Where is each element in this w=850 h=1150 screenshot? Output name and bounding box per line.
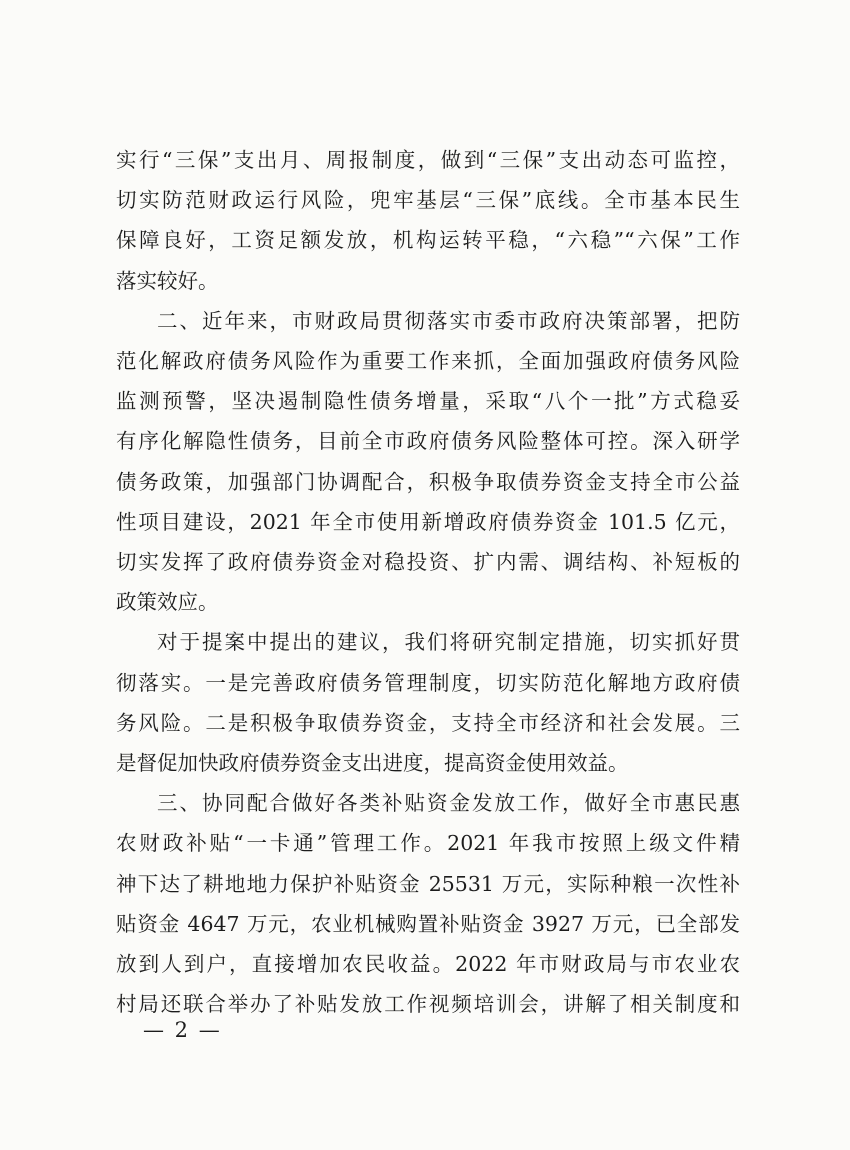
- text-line: 实行“三保”支出月、周报制度，做到“三保”支出动态可监控，: [116, 148, 740, 172]
- document-body: [116, 140, 740, 1024]
- text-line: 切实防范财政运行风险，兜牢基层“三保”底线。全市基本民生: [116, 188, 740, 213]
- text-line: 切实发挥了政府债券资金对稳投资、扩内需、调结构、补短板的: [116, 550, 740, 575]
- text-line: 债务政策，加强部门协调配合，积极争取债券资金支持全市公益: [116, 469, 740, 494]
- paragraph-3: [116, 622, 740, 783]
- text-line: 范化解政府债务风险作为重要工作来抓，全面加强政府债务风险: [116, 349, 740, 374]
- text-line: 放到人到户，直接增加农民收益。2022 年市财政局与市农业农: [116, 952, 740, 977]
- text-line: 监测预警，坚决遏制隐性债务增量，采取“八个一批”方式稳妥: [116, 389, 740, 414]
- text-line: 政策效应。: [116, 590, 219, 615]
- text-line: 神下达了耕地地力保护补贴资金 25531 万元，实际种粮一次性补: [116, 871, 740, 896]
- paragraph-1: [116, 140, 740, 301]
- page-number: — 2 —: [143, 1018, 222, 1042]
- text-line: 务风险。二是积极争取债券资金，支持全市经济和社会发展。三: [116, 710, 740, 735]
- text-line: 二、近年来，市财政局贯彻落实市委市政府决策部署，把防: [157, 308, 740, 333]
- text-line: 农财政补贴“一卡通”管理工作。2021 年我市按照上级文件精: [116, 831, 740, 856]
- text-line: 彻落实。一是完善政府债务管理制度，切实防范化解地方政府债: [116, 670, 740, 695]
- text-line: 保障良好，工资足额发放，机构运转平稳，“六稳”“六保”工作: [116, 228, 740, 253]
- text-line: 落实较好。: [116, 268, 219, 293]
- text-line: 村局还联合举办了补贴发放工作视频培训会，讲解了相关制度和: [116, 992, 740, 1017]
- paragraph-2: [116, 301, 740, 623]
- text-line: 三、协同配合做好各类补贴资金发放工作，做好全市惠民惠: [157, 791, 740, 816]
- text-line: 对于提案中提出的建议，我们将研究制定措施，切实抓好贯: [157, 630, 740, 655]
- text-line: 有序化解隐性债务，目前全市政府债务风险整体可控。深入研学: [116, 429, 740, 454]
- text-line: 是督促加快政府债券资金支出进度，提高资金使用效益。: [116, 751, 629, 776]
- text-line: 性项目建设，2021 年全市使用新增政府债券资金 101.5 亿元，: [116, 509, 740, 534]
- text-line: 贴资金 4647 万元，农业机械购置补贴资金 3927 万元，已全部发: [116, 911, 740, 936]
- paragraph-4: [116, 783, 740, 1024]
